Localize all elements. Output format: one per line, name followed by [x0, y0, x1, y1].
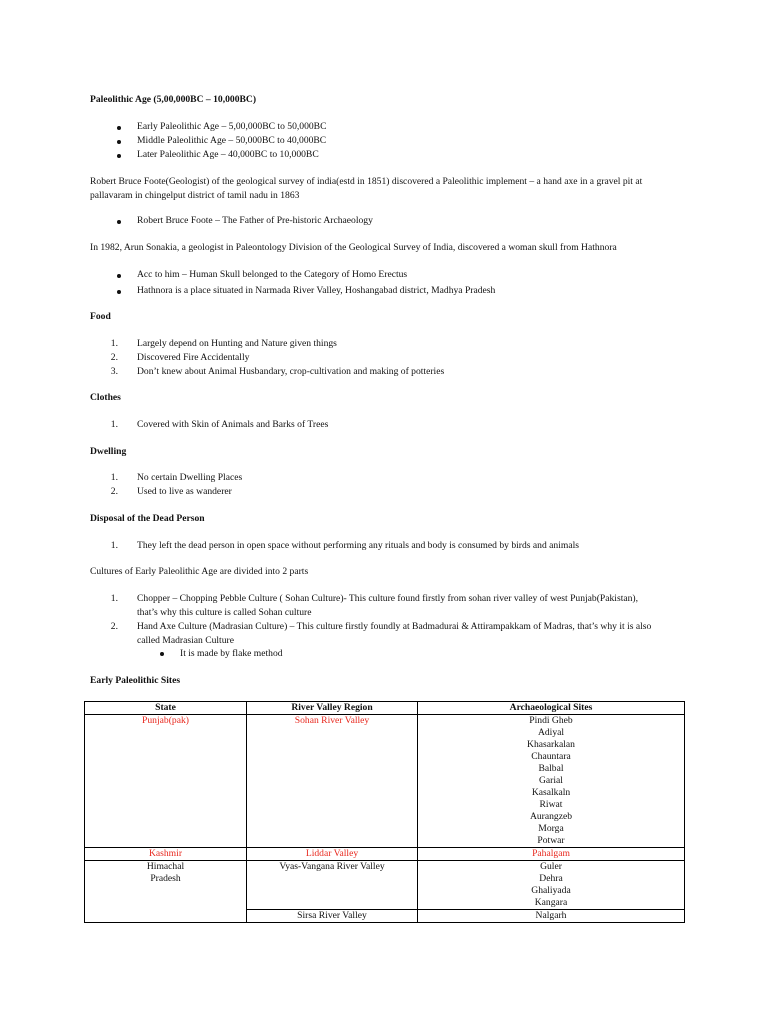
list-number: 2. — [110, 352, 118, 363]
site-name: Guler — [540, 861, 562, 872]
list-item: Largely depend on Hunting and Nature given things — [137, 338, 337, 349]
list-item: Don’t knew about Animal Husbandary, crop-cultivation and making of potteries — [137, 366, 445, 377]
site-name: Aurangzeb — [529, 811, 573, 822]
paragraph: Cultures of Early Paleolithic Age are divided into 2 parts — [90, 566, 309, 577]
site-name: Kangara — [534, 897, 568, 908]
list-item-continuation: called Madrasian Culture — [137, 635, 234, 646]
list-item: Covered with Skin of Animals and Barks of Trees — [137, 419, 329, 430]
bullet-icon — [117, 274, 121, 278]
state-cell: Punjab(pak) — [85, 715, 247, 848]
paragraph: Robert Bruce Foote(Geologist) of the geological survey of india(estd in 1851) discovered a Paleolithic implement – a hand axe in a gravel pit at — [90, 176, 643, 187]
bullet-icon — [117, 220, 121, 224]
paragraph: pallavaram in chingelput district of tamil nadu in 1863 — [90, 190, 300, 201]
list-item: Used to live as wanderer — [137, 486, 232, 497]
column-header: State — [85, 702, 247, 715]
list-number: 2. — [110, 486, 118, 497]
sites-cell — [418, 715, 685, 848]
state-cell — [85, 861, 247, 923]
list-item: Early Paleolithic Age – 5,00,000BC to 50,000BC — [137, 121, 327, 132]
site-name: Garial — [539, 775, 563, 786]
sites-cell — [418, 861, 685, 910]
bullet-icon — [160, 652, 164, 656]
section-heading: Early Paleolithic Sites — [90, 675, 181, 686]
list-item: Robert Bruce Foote – The Father of Pre-historic Archaeology — [137, 215, 373, 226]
list-number: 1. — [110, 472, 118, 483]
list-number: 1. — [110, 419, 118, 430]
section-heading: Dwelling — [90, 446, 127, 457]
section-heading: Clothes — [90, 392, 121, 403]
site-name: Dehra — [539, 873, 563, 884]
site-name: Riwat — [539, 799, 563, 810]
list-number: 3. — [110, 366, 118, 377]
bullet-icon — [117, 140, 121, 144]
list-item: Middle Paleolithic Age – 50,000BC to 40,000BC — [137, 135, 327, 146]
bullet-icon — [117, 290, 121, 294]
site-name: Morga — [538, 823, 564, 834]
page-title: Paleolithic Age (5,00,000BC – 10,000BC) — [90, 94, 257, 105]
site-name: Kasalkaln — [531, 787, 571, 798]
list-item: It is made by flake method — [180, 648, 283, 659]
paragraph: In 1982, Arun Sonakia, a geologist in Paleontology Division of the Geological Survey of India, discovered a woman skull from Hathnora — [90, 242, 617, 253]
table-row — [85, 715, 685, 848]
table-header-row — [85, 702, 685, 715]
site-name: Adiyal — [537, 727, 565, 738]
site-name: Pindi Gheb — [529, 715, 573, 726]
region-cell: Sirsa River Valley — [247, 910, 418, 923]
list-number: 1. — [110, 593, 118, 604]
bullet-icon — [117, 154, 121, 158]
state-cell: Kashmir — [85, 848, 247, 861]
list-number: 1. — [110, 540, 118, 551]
list-number: 1. — [110, 338, 118, 349]
table-row — [85, 848, 685, 861]
region-cell: Sohan River Valley — [247, 715, 418, 848]
list-item: Chopper – Chopping Pebble Culture ( Sohan Culture)- This culture found firstly from sohan river valley of west Punjab(Pakistan), — [137, 593, 639, 604]
sites-cell: Nalgarh — [418, 910, 685, 923]
list-item: No certain Dwelling Places — [137, 472, 243, 483]
site-name: Ghaliyada — [531, 885, 571, 896]
list-item: Hathnora is a place situated in Narmada River Valley, Hoshangabad district, Madhya Pradesh — [137, 285, 496, 296]
list-item-continuation: that’s why this culture is called Sohan culture — [137, 607, 312, 618]
list-number: 2. — [110, 621, 118, 632]
list-item: They left the dead person in open space without performing any rituals and body is consumed by birds and animals — [137, 540, 580, 551]
site-name: Potwar — [537, 835, 565, 846]
list-item: Discovered Fire Accidentally — [137, 352, 250, 363]
state-line: Himachal — [146, 861, 185, 872]
state-line: Pradesh — [150, 873, 181, 884]
list-item: Hand Axe Culture (Madrasian Culture) – This culture firstly foundly at Badmadurai & Attirampakkam of Madras, that’s why it is also — [137, 621, 652, 632]
region-cell: Vyas-Vangana River Valley — [247, 861, 418, 910]
section-heading: Food — [90, 311, 111, 322]
sites-cell: Pahalgam — [418, 848, 685, 861]
table-row — [85, 861, 685, 910]
list-item: Acc to him – Human Skull belonged to the Category of Homo Erectus — [137, 269, 408, 280]
site-name: Khasarkalan — [527, 739, 575, 750]
bullet-icon — [117, 126, 121, 130]
column-header: Archaeological Sites — [418, 702, 685, 715]
section-heading: Disposal of the Dead Person — [90, 513, 205, 524]
site-name: Chauntara — [531, 751, 571, 762]
sites-table — [84, 701, 685, 923]
site-name: Balbal — [538, 763, 564, 774]
region-cell: Liddar Valley — [247, 848, 418, 861]
column-header: River Valley Region — [247, 702, 418, 715]
list-item: Later Paleolithic Age – 40,000BC to 10,000BC — [137, 149, 319, 160]
